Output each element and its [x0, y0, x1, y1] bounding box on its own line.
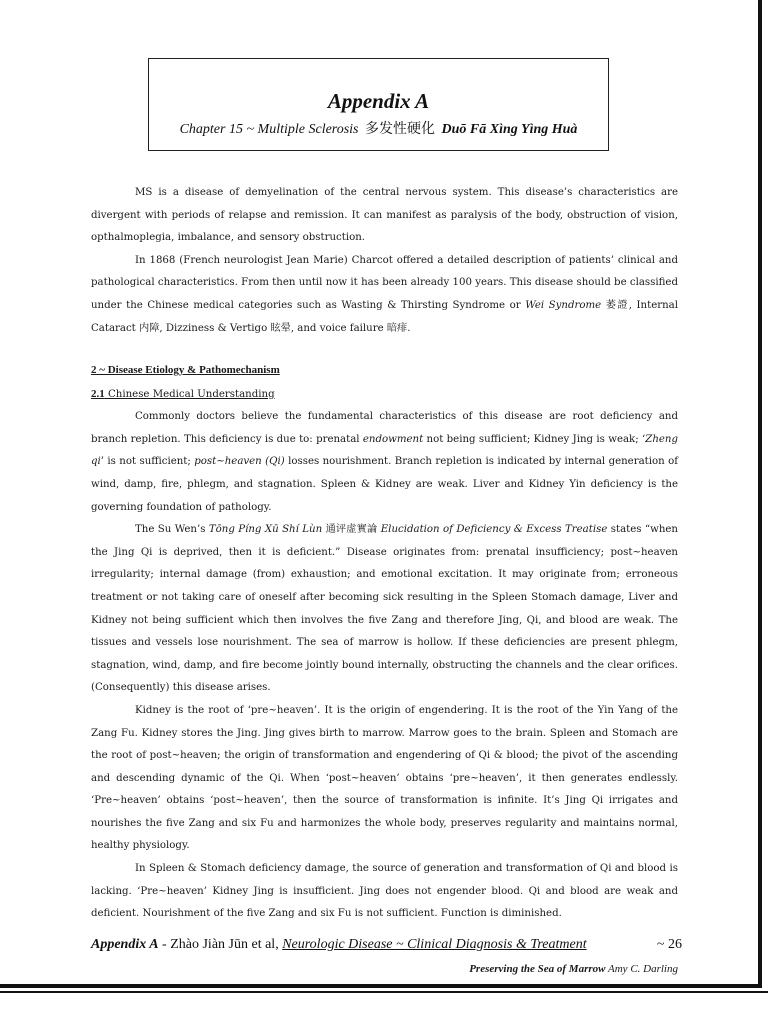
page-border-bottom: [0, 984, 762, 988]
appendix-title: Appendix A: [327, 89, 430, 113]
wei-syndrome-term: Wei Syndrome: [525, 299, 602, 311]
section-heading: [91, 359, 678, 383]
p1-text-c: ’ is not sufficient;: [100, 456, 195, 468]
chapter-subtitle: [149, 118, 608, 138]
intro-p2-text-end: 萎證, Internal Cataract 内障, Dizziness & Vertigo 眩晕, and voice failure 暗痱.: [91, 299, 679, 334]
subsection-number: 2.1: [91, 387, 105, 400]
term-tong-ping: Tōng Píng Xū Shí Lùn: [208, 524, 323, 536]
page-border-right: [758, 0, 762, 988]
term-endowment: endowment: [362, 433, 424, 445]
subsection-heading: [91, 383, 678, 407]
footer-series: [469, 963, 678, 975]
intro-p2-text: In 1868 (French neurologist Jean Marie) Charcot offered a detailed description of patients’ clinical and pathological characteristics. From then until now it has been already 100 years. This disease should be classified under the Chinese medical categories such as Wasting & Thirsting Syndrome or: [91, 254, 678, 311]
footer-appendix-label: Appendix A: [91, 937, 159, 952]
intro-section: [91, 182, 678, 340]
footer-dash: -: [158, 937, 171, 952]
body-paragraph-4: In Spleen & Stomach deficiency damage, the source of generation and transformation of Qi and blood is lacking. ‘Pre~heaven’ Kidney Jing is insufficient. Jing does not engender blood. Qi and blood are weak and deficient. Nourishment of the five Zang and six Fu is not sufficient. Function is diminished.: [91, 863, 678, 920]
term-zheng-qi: Zheng qi: [91, 433, 678, 468]
subsection-title: Chinese Medical Understanding: [104, 388, 275, 400]
chapter-pinyin: Duō Fā Xìng Yìng Huà: [441, 122, 578, 137]
term-elucidation: Elucidation of Deficiency & Excess Treatise: [380, 524, 608, 536]
chapter-chinese: 多发性硬化: [365, 122, 436, 137]
term-chinese-title: 通评虚實論: [322, 524, 381, 536]
p1-text-a: Commonly doctors believe the fundamental characteristics of this disease are root deficiency and branch repletion. This deficiency is due to: prenatal: [91, 411, 678, 445]
chapter-label: Chapter 15 ~ Multiple Sclerosis: [179, 122, 359, 137]
intro-paragraph-2: [91, 250, 678, 340]
section-heading-text: 2 ~ Disease Etiology & Pathomechanism: [91, 364, 280, 376]
page-border-bottom-thin: [0, 991, 768, 993]
footer-series-author: Amy C. Darling: [605, 963, 678, 975]
body-paragraph-2: [91, 519, 678, 700]
intro-paragraph-1: MS is a disease of demyelination of the central nervous system. This disease’s characteristics are divergent with periods of relapse and remission. It can manifest as paralysis of the body, obstruction of vision, opthalmoplegia, imbalance, and sensory obstruction.: [91, 187, 678, 244]
page-number: ~ 26: [656, 937, 682, 952]
footer-book-title: Neurologic Disease ~ Clinical Diagnosis & Treatment: [282, 937, 587, 952]
body-paragraph-3: Kidney is the root of ‘pre~heaven’. It is the origin of engendering. It is the root of the Yin Yang of the Zang Fu. Kidney stores the Jing. Jing gives birth to marrow. Marrow goes to the brain. Spleen and Stomach are the root of post~heaven; the origin of transformation and engendering of Qi & blood; the pivot of the ascending and descending dynamic of the Qi. When ‘post~heaven’ obtains ‘pre~heaven’, it then generates endlessly. ‘Pre~heaven’ obtains ‘post~heaven’, then the source of transformation is infinite. It’s Jing Qi irrigates and nourishes the five Zang and six Fu and harmonizes the whole body, preserves regularity and maintains normal, healthy physiology.: [91, 704, 678, 852]
p1-text-b: not being sufficient; Kidney Jing is weak; ‘: [423, 433, 646, 445]
term-post-heaven: post~heaven (Qi): [194, 456, 285, 468]
footer-authors: Zhào Jiàn Jūn et al,: [170, 937, 283, 952]
p2-text-b: states “when the Jing Qi is deprived, then it is deficient.” Disease originates from: prenatal insufficiency; post~heaven irregularity; internal damage (from) exhaustion; and emotional excitation. It may originate from; erroneous treatment or not taking care of oneself after becoming sick resulting in the Spleen Stomach damage, Liver and Kidney not being sufficient which then involves the five Zang and therefore Jing, Qi, and blood are weak. The tissues and vessels lose nourishment. The sea of marrow is hollow. If these deficiencies are present phlegm, stagnation, wind, damp, and fire become jointly bound internally, obstructing the channels and the clear orifices. (Consequently) this disease arises.: [91, 524, 678, 694]
p1-text-d: losses nourishment. Branch repletion is indicated by internal generation of wind, damp, fire, phlegm, and stagnation. Spleen & Kidney are weak. Liver and Kidney Yin deficiency is the governing foundation of pathology.: [91, 456, 678, 513]
p2-text-a: The Su Wen’s: [135, 524, 209, 536]
title-box: [148, 58, 609, 151]
section-2: [91, 359, 678, 926]
footer-series-title: Preserving the Sea of Marrow: [469, 963, 606, 975]
body-paragraph-1: [91, 406, 678, 519]
footer-citation: [91, 937, 682, 953]
